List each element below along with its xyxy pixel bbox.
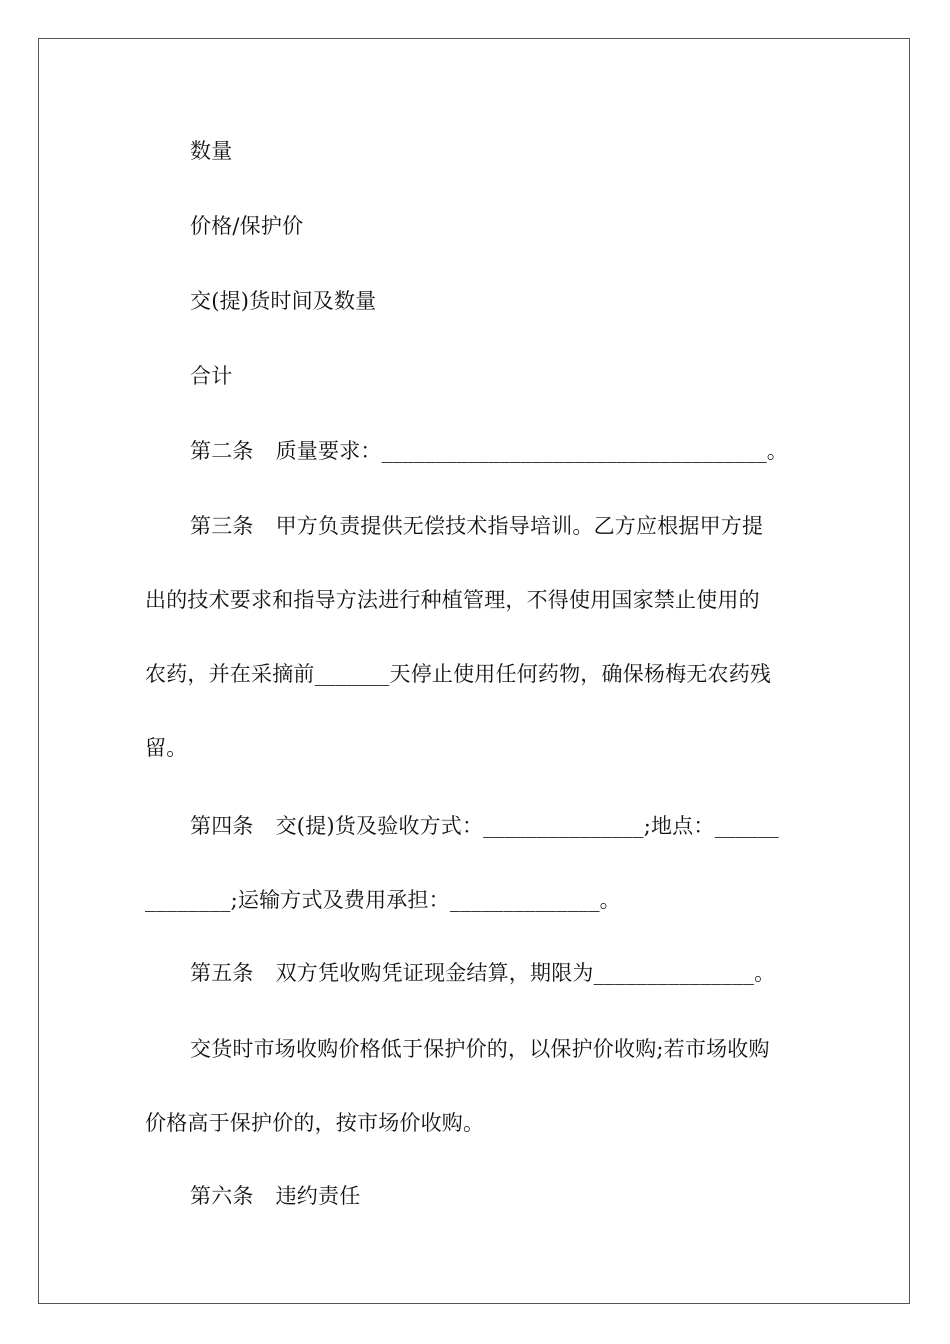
article-4-text: 交(提)货及验收方式：_______________;地点：______: [275, 814, 779, 838]
article-4-label: 第四条: [190, 814, 254, 838]
article-5-text: 双方凭收购凭证现金结算，期限为_______________。: [275, 961, 776, 985]
article-2: [190, 436, 788, 466]
article-2-label: 第二条: [190, 439, 254, 463]
article-6: [190, 1181, 360, 1211]
article-5: [190, 958, 775, 988]
article-5-label: 第五条: [190, 961, 254, 985]
text-delivery-time: 交(提)货时间及数量: [190, 289, 377, 313]
article-3-label: 第三条: [190, 514, 254, 538]
article-3-line-3: 农药，并在采摘前_______天停止使用任何药物，确保杨梅无农药残: [145, 662, 772, 686]
text-price: 价格/保护价: [190, 214, 304, 238]
article-3-line-4: 留。: [145, 736, 188, 760]
article-3-line-2: 出的技术要求和指导方法进行种植管理，不得使用国家禁止使用的: [145, 588, 760, 612]
article-4-line-2: ________;运输方式及费用承担：______________。: [145, 888, 621, 912]
article-3-text: 甲方负责提供无偿技术指导培训。乙方应根据甲方提: [275, 514, 764, 538]
article-5-para-2-line-2: 价格高于保护价的，按市场价收购。: [145, 1111, 485, 1135]
article-5-para-2: 交货时市场收购价格低于保护价的，以保护价收购;若市场收购: [190, 1037, 770, 1061]
article-6-text: 违约责任: [275, 1184, 361, 1208]
text-total: 合计: [190, 364, 233, 388]
article-4: [190, 811, 779, 841]
text-quantity: 数量: [190, 139, 233, 163]
article-3: [190, 511, 763, 541]
article-6-label: 第六条: [190, 1184, 254, 1208]
article-2-text: 质量要求：____________________________________。: [275, 439, 789, 463]
